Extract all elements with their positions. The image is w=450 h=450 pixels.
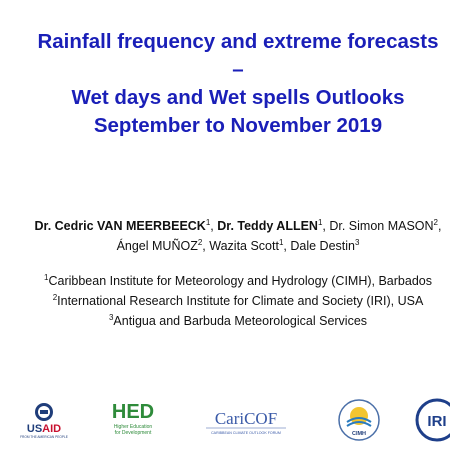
author-name: Dr. Cedric VAN MEERBEECK xyxy=(34,219,206,233)
author-name: Ángel MUÑOZ xyxy=(116,239,198,253)
author-affil-num: 3 xyxy=(354,237,360,247)
author-name: Dr. Simon MASON xyxy=(329,219,434,233)
caricof-wordmark: CariCOF xyxy=(214,409,278,428)
affiliation-text: Caribbean Institute for Meteorology and Hydrology (CIMH), Barbados xyxy=(48,274,432,288)
iri-logo xyxy=(415,398,450,442)
affiliation-line xyxy=(0,271,450,291)
usaid-wordmark: USAID xyxy=(26,423,62,435)
authors-block xyxy=(0,216,450,256)
title-line-3: Wet days and Wet spells Outlooks xyxy=(71,86,405,109)
iri-wordmark: IRI xyxy=(427,413,447,430)
affiliation-num: 1 xyxy=(44,272,49,282)
caricof-logo xyxy=(196,406,296,440)
author-name: Dr. Teddy ALLEN xyxy=(217,219,318,233)
affiliation-text: International Research Institute for Climate and Society (IRI), USA xyxy=(57,294,424,308)
title-line-2: – xyxy=(232,58,244,81)
author-name: Wazita Scott xyxy=(209,239,279,253)
affiliation-line xyxy=(0,291,450,311)
usaid-logo xyxy=(18,402,70,440)
hed-wordmark: HED xyxy=(111,401,155,423)
hed-logo xyxy=(102,396,164,444)
author-affil-num: 1 xyxy=(205,217,211,227)
author-affil-num: 2 xyxy=(197,237,203,247)
title-line-4: September to November 2019 xyxy=(93,114,383,137)
hed-tagline-1: Higher Education xyxy=(113,424,153,430)
slide-title xyxy=(0,28,450,140)
author-name: Dale Destin xyxy=(290,239,355,253)
author-affil-num: 2 xyxy=(433,217,438,227)
affiliation-line xyxy=(0,311,450,331)
author-affil-num: 1 xyxy=(317,217,323,227)
affiliation-num: 3 xyxy=(108,312,114,322)
author-affil-num: 1 xyxy=(278,237,284,247)
cimh-wordmark: CIMH xyxy=(351,431,367,437)
title-line-1: Rainfall frequency and extreme forecasts xyxy=(37,30,439,53)
affiliation-num: 2 xyxy=(52,292,58,302)
authors-line-2: Ángel MUÑOZ$^2$, Wazita Scott$^1$, Dale Destin$^3$ xyxy=(116,237,360,253)
affiliation-text: Antigua and Barbuda Meteorological Services xyxy=(113,314,368,328)
authors-line-1: Dr. Cedric VAN MEERBEECK$^1$, Dr. Teddy ALLEN$^1$, Dr. Simon MASON$^2$, xyxy=(34,217,442,233)
usaid-tagline: FROM THE AMERICAN PEOPLE xyxy=(20,435,68,439)
cimh-logo xyxy=(337,398,381,442)
affiliations-block xyxy=(0,271,450,331)
caricof-tagline: CARIBBEAN CLIMATE OUTLOOK FORUM xyxy=(211,431,281,435)
hed-tagline-2: for Development xyxy=(114,430,152,436)
